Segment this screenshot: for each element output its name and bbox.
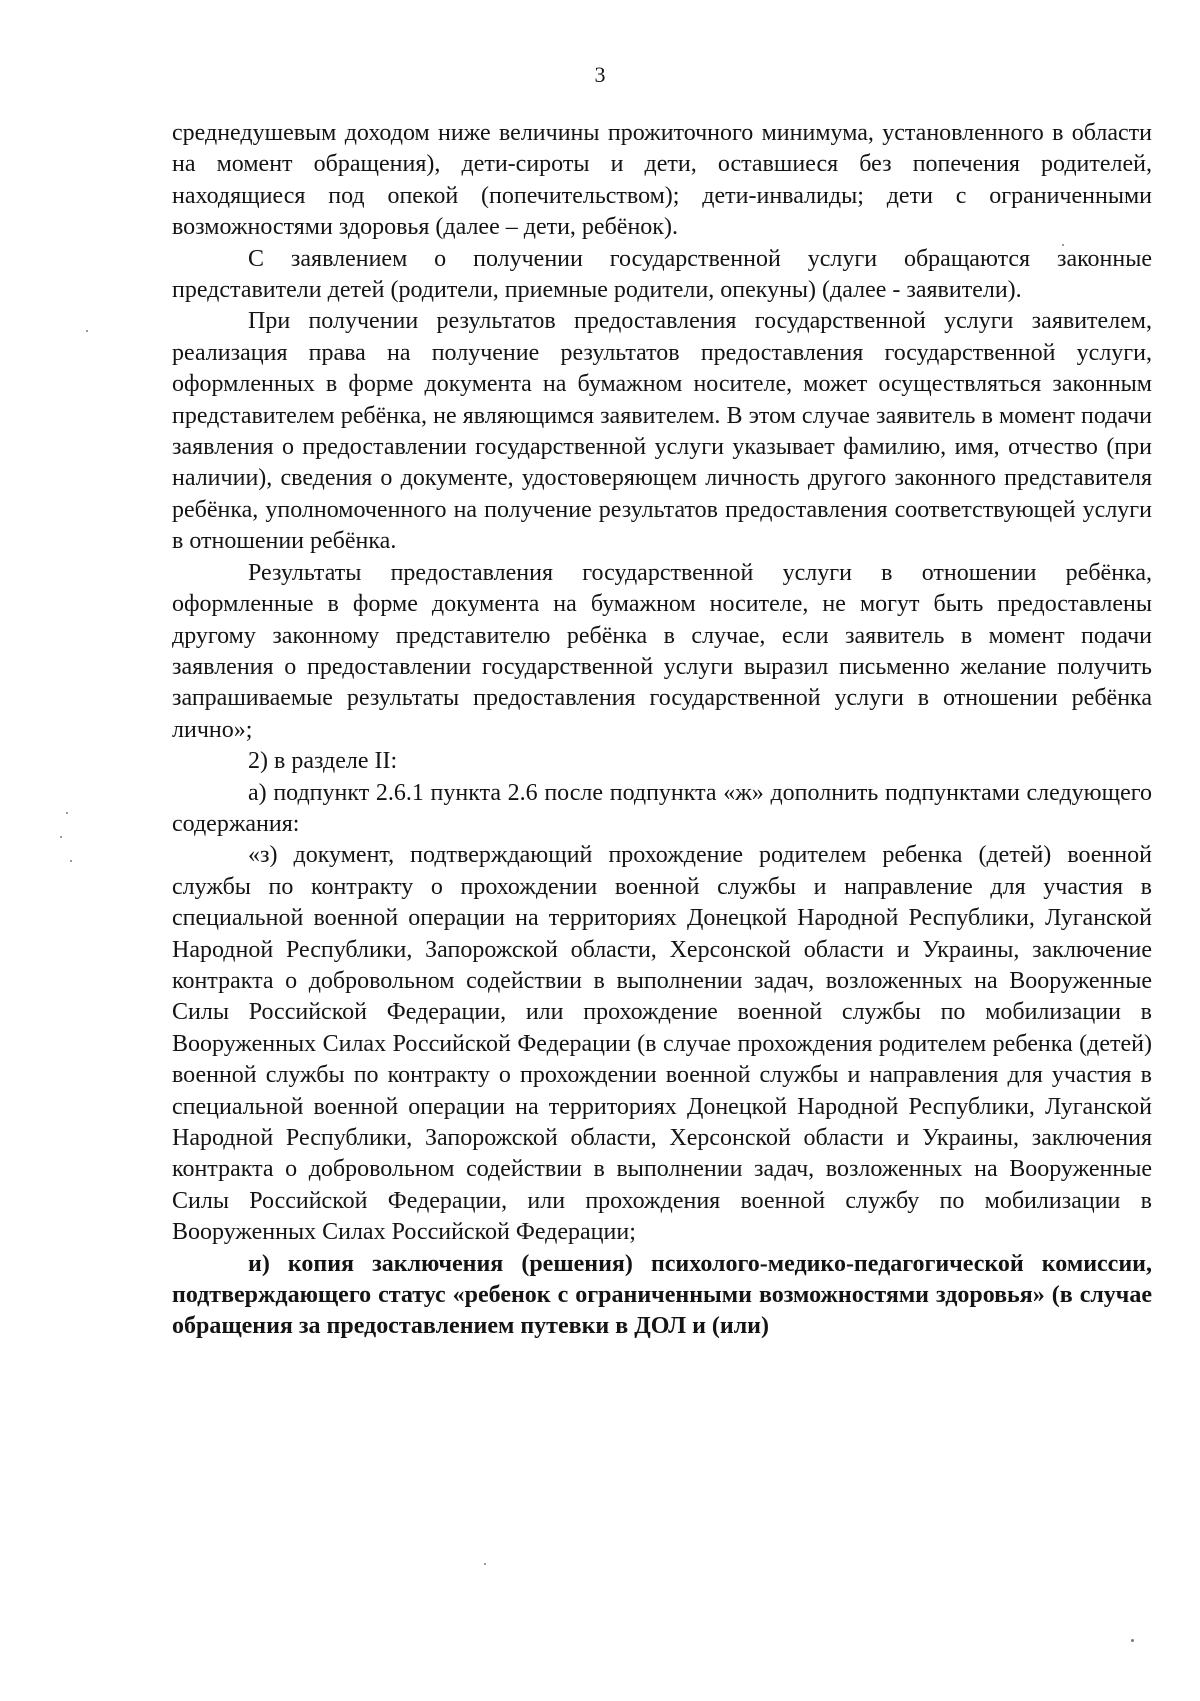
paragraph-applicants: С заявлением о получении государственной услуги обращаются законные представители детей (родители, приемные родители, опекуны) (далее - заявители). <box>172 245 1152 304</box>
paragraph-section-two: 2) в разделе II: <box>248 748 398 775</box>
paragraph-subclause-i: и) копия заключения (решения) психолого-медико-педагогической комиссии, подтверждающего статус «ребенок с ограниченными возможностями здоровья» (в случае обращения за предоставлением путевки в ДОЛ и (или) <box>172 1250 1152 1340</box>
scan-speck <box>484 1563 486 1565</box>
scan-speck <box>60 836 62 838</box>
scan-speck <box>70 860 72 862</box>
paragraph-results-restriction: Результаты предоставления государственной услуги в отношении ребёнка, оформленные в форме документа на бумажном носителе, не могут быть предоставлены другому законному представителю ребёнка в случае, если заявитель в момент подачи заявления о предоставлении государственной услуги выразил письменно желание получить запрашиваемые результаты предоставления государственной услуги в отношении ребёнка лично»; <box>172 559 1152 743</box>
paragraph-subclause-a: а) подпункт 2.6.1 пункта 2.6 после подпункта «ж» дополнить подпунктами следующего содержания: <box>172 779 1152 837</box>
page-number: 3 <box>594 62 606 87</box>
paragraph-receipt-by-representative: При получении результатов предоставления государственной услуги заявителем, реализация права на получение результатов предоставления государственной услуги, оформленных в форме документа на бумажном носителе, может осуществляться законным представителем ребёнка, не являющимся заявителем. В этом случае заявитель в момент подачи заявления о предоставлении государственной услуги указывает фамилию, имя, отчество (при наличии), сведения о документе, удостоверяющем личность другого законного представителя ребёнка, уполномоченного на получение результатов предоставления соответствующей услуги в отношении ребёнка. <box>172 308 1152 555</box>
scan-speck <box>1062 244 1064 246</box>
scan-speck <box>86 330 88 332</box>
document-body <box>172 118 1152 1343</box>
paragraph-eligible-children: среднедушевым доходом ниже величины прожиточного минимума, установленного в области на момент обращения), дети-сироты и дети, оставшиеся без попечения родителей, находящиеся под опекой (попечительством); дети-инвалиды; дети с ограниченными возможностями здоровья (далее – дети, ребёнок). <box>172 120 1152 241</box>
paragraph-subclause-z: «з) документ, подтверждающий прохождение родителем ребенка (детей) военной службы по контракту о прохождении военной службы и направление для участия в специальной военной операции на территориях Донецкой Народной Республики, Луганской Народной Республики, Запорожской области, Херсонской области и Украины, заключение контракта о добровольном содействии в выполнении задач, возложенных на Вооруженные Силы Российской Федерации, или прохождение военной службы по мобилизации в Вооруженных Силах Российской Федерации (в случае прохождения родителем ребенка (детей) военной службы по контракту о прохождении военной службы и направления для участия в специальной военной операции на территориях Донецкой Народной Республики, Луганской Народной Республики, Запорожской области, Херсонской области и Украины, заключения контракта о добровольном содействии в выполнении задач, возложенных на Вооруженные Силы Российской Федерации, или прохождения военной службу по мобилизации в Вооруженных Силах Российской Федерации; <box>172 842 1152 1246</box>
scan-speck <box>66 812 68 814</box>
scan-speck <box>1131 1639 1134 1642</box>
